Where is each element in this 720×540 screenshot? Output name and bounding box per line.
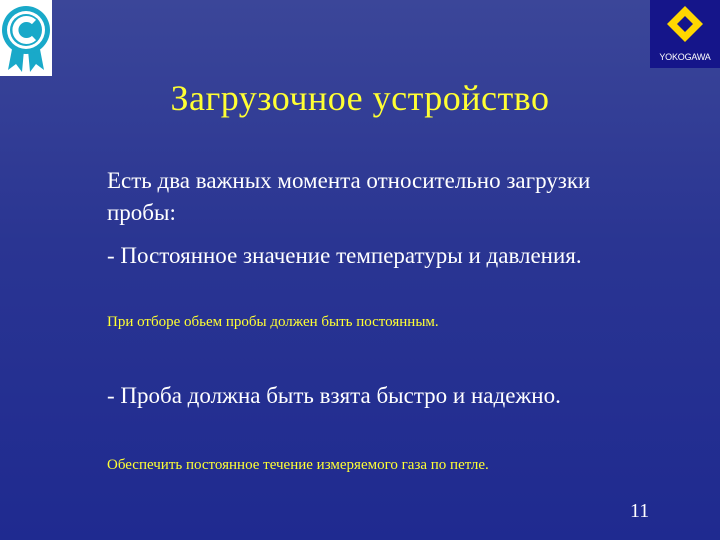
intro-text: Есть два важных момента относительно загрузки пробы:: [107, 168, 591, 225]
note-sample-volume: При отборе обьем пробы должен быть постоянным.: [107, 314, 439, 330]
c-seal-logo-icon: [0, 0, 52, 76]
note-gas-flow: Обеспечить постоянное течение измеряемого газа по петле.: [107, 457, 489, 473]
slide-title: Загрузочное устройство: [170, 78, 550, 118]
yokogawa-logo-text: YOKOGAWA: [659, 52, 711, 62]
point-temperature-pressure: - Постоянное значение температуры и давления.: [107, 243, 582, 268]
yokogawa-logo: [650, 0, 720, 68]
c-seal-logo: [0, 0, 52, 76]
page-number: 11: [630, 500, 650, 522]
yokogawa-diamond-logo-icon: [663, 2, 707, 48]
point-fast-reliable: - Проба должна быть взята быстро и надежно.: [107, 383, 561, 408]
